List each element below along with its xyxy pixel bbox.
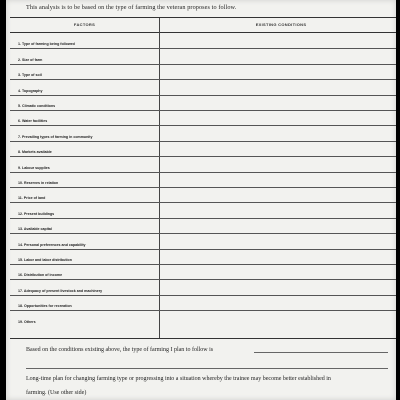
long-time-plan-statement: Long-time plan for changing farming type or progressing into a situation whereby the trainee may become better established in (26, 376, 331, 382)
factor-label: 6. Water facilities (18, 119, 48, 124)
factor-label: 18. Opportunities for recreation (18, 304, 72, 309)
factor-label: 11. Price of land (18, 196, 46, 201)
factor-label: 4. Topography (18, 88, 43, 93)
table-row (10, 187, 396, 203)
table-row (10, 172, 396, 188)
existing-condition-cell[interactable] (160, 110, 396, 125)
factor-label: 7. Prevailing types of farming in community (18, 134, 93, 139)
table-row (10, 141, 396, 157)
factor-label: 13. Available capital (18, 227, 52, 232)
use-other-side-note: farming. (Use other side) (26, 390, 87, 396)
table-header (10, 18, 396, 33)
existing-condition-cell[interactable] (160, 187, 396, 202)
existing-condition-cell[interactable] (160, 310, 396, 325)
factor-label: 12. Present buildings (18, 211, 55, 216)
table-row (10, 264, 396, 280)
existing-condition-cell[interactable] (160, 218, 396, 233)
table-row (10, 218, 396, 234)
factor-label: 1. Type of farming being followed (18, 42, 75, 47)
farming-type-statement: Based on the conditions existing above, the type of farming I plan to follow is (26, 347, 214, 353)
existing-condition-cell[interactable] (160, 249, 396, 264)
existing-condition-cell[interactable] (160, 233, 396, 248)
farming-type-answer-line-2[interactable] (26, 368, 388, 369)
factor-label: 10. Reserves in relation (18, 180, 59, 185)
table-row (10, 95, 396, 111)
existing-condition-cell[interactable] (160, 79, 396, 94)
form-page (6, 0, 396, 400)
factors-header: FACTORS (73, 22, 96, 27)
existing-condition-cell[interactable] (160, 64, 396, 79)
table-row (10, 202, 396, 218)
table-row (10, 249, 396, 265)
factor-label: 15. Labor and labor distribution (18, 257, 72, 262)
factor-label: 9. Labour supplies (18, 165, 50, 170)
factor-label: 16. Distribution of income (18, 273, 63, 278)
intro-text: This analysis is to be based on the type of farming the veteran proposes to follow. (26, 4, 237, 11)
table-row (10, 310, 396, 325)
factor-label: 5. Climatic conditions (18, 103, 56, 108)
factor-label: 14. Personal preferences and capability (18, 242, 86, 247)
table-row (10, 33, 396, 49)
existing-condition-cell[interactable] (160, 33, 396, 48)
table-row (10, 125, 396, 141)
table-row (10, 295, 396, 311)
table-row (10, 79, 396, 95)
existing-condition-cell[interactable] (160, 264, 396, 279)
existing-condition-cell[interactable] (160, 141, 396, 156)
factor-label: 3. Type of soil (18, 73, 42, 78)
existing-condition-cell[interactable] (160, 279, 396, 294)
table-row (10, 48, 396, 64)
factor-label: 17. Adequacy of present livestock and machinery (18, 288, 103, 293)
existing-condition-cell[interactable] (160, 295, 396, 310)
table-row (10, 233, 396, 249)
factor-label: 8. Markets available (18, 150, 52, 155)
existing-condition-cell[interactable] (160, 48, 396, 63)
factor-label: 2. Size of farm (18, 57, 43, 62)
existing-condition-cell[interactable] (160, 95, 396, 110)
existing-condition-cell[interactable] (160, 125, 396, 140)
table-row (10, 279, 396, 295)
analysis-table (10, 17, 396, 339)
factor-label: 19. Others (18, 319, 36, 324)
existing-condition-cell[interactable] (160, 172, 396, 187)
existing-condition-cell[interactable] (160, 156, 396, 171)
existing-condition-cell[interactable] (160, 202, 396, 217)
farming-type-answer-line[interactable] (254, 352, 388, 353)
table-row (10, 156, 396, 172)
table-row (10, 110, 396, 126)
table-row (10, 64, 396, 80)
existing-conditions-header: EXISTING CONDITIONS (255, 22, 307, 27)
